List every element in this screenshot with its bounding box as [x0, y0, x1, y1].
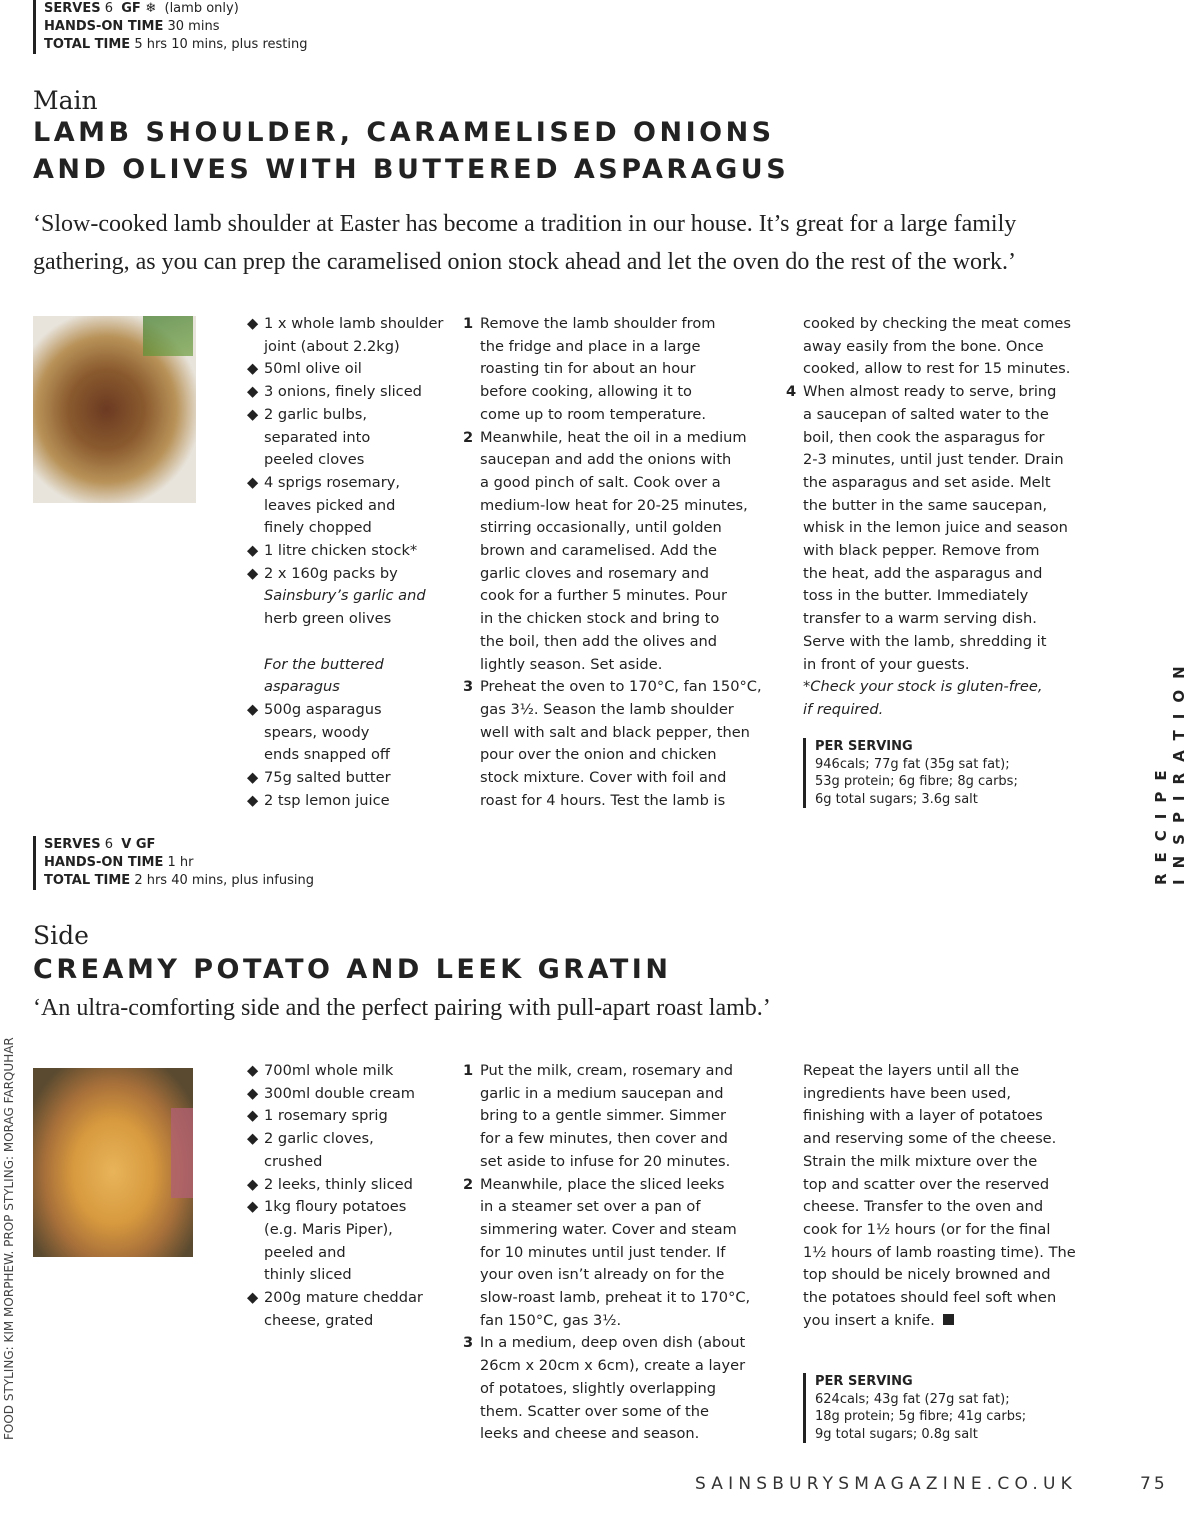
text-line: [803, 1242, 1076, 1265]
text-line: [247, 1105, 423, 1128]
line-text: cooked by checking the meat comes: [803, 315, 1072, 332]
text-line: [247, 358, 443, 381]
line-text: peeled cloves: [264, 451, 365, 469]
line-text: 1kg floury potatoes: [264, 1198, 407, 1216]
text-line: [803, 585, 1071, 608]
text-line: [264, 427, 443, 450]
text-line: [480, 1219, 750, 1242]
intro-line: gathering, as you can prep the caramelised onion stock ahead and let the oven do the rest of the work.’: [33, 249, 1016, 275]
line-text: ends snapped off: [264, 746, 390, 764]
line-text: medium-low heat for 20-25 minutes,: [480, 496, 748, 514]
text-line: [247, 1287, 423, 1310]
line-text: 1½ hours of lamb roasting time). The: [803, 1243, 1076, 1261]
line-text: crushed: [264, 1152, 323, 1170]
line-text: saucepan and add the onions with: [480, 451, 732, 469]
text-line: [480, 1151, 750, 1174]
text-line: [803, 1310, 1076, 1333]
text-line: [803, 1083, 1076, 1106]
line-text: the asparagus and set aside. Melt: [803, 473, 1051, 491]
text-line: [480, 404, 762, 427]
text-line: [480, 472, 762, 495]
text-line: [264, 608, 443, 631]
bullet-icon: ◆: [247, 1107, 259, 1125]
total-time-value: 5 hrs 10 mins, plus resting: [134, 37, 308, 52]
text-line: [803, 1128, 1076, 1151]
step-number: 3: [463, 678, 474, 696]
text-line: [264, 722, 443, 745]
text-line: [480, 767, 762, 790]
text-line: [480, 381, 762, 404]
line-text: in the chicken stock and bring to: [480, 610, 720, 628]
text-line: [803, 1219, 1076, 1242]
nutrition-heading: PER SERVING: [815, 1374, 913, 1389]
line-text: cheese. Transfer to the oven and: [803, 1198, 1044, 1216]
line-text: fan 150°C, gas 3½.: [480, 1311, 622, 1329]
text-line: [803, 495, 1071, 518]
gratin-photo: [33, 1068, 193, 1257]
line-text: ingredients have been used,: [803, 1084, 1012, 1102]
line-text: finely chopped: [264, 519, 372, 537]
text-line: [463, 1174, 750, 1197]
line-text: gas 3½. Season the lamb shoulder: [480, 700, 734, 718]
text-line: [480, 1287, 750, 1310]
line-text: 2 tsp lemon juice: [264, 791, 390, 809]
text-line: [480, 1196, 750, 1219]
text-line: [480, 790, 762, 813]
text-line: [247, 767, 443, 790]
line-text: the heat, add the asparagus and: [803, 564, 1043, 582]
text-line: [247, 790, 443, 813]
line-text: stock mixture. Cover with foil and: [480, 769, 727, 787]
text-line: [803, 540, 1071, 563]
text-line: [480, 336, 762, 359]
line-text: In a medium, deep oven dish (about: [480, 1334, 746, 1352]
line-text: in a steamer set over a pan of: [480, 1198, 701, 1216]
main-kicker: Main: [33, 86, 98, 115]
step-number: 1: [463, 315, 474, 332]
line-text: 200g mature cheddar: [264, 1289, 423, 1307]
bullet-icon: ◆: [247, 1130, 259, 1148]
text-line: [480, 699, 762, 722]
main-method-col1: [463, 313, 762, 812]
line-text: you insert a knife.: [803, 1311, 935, 1329]
text-line: [463, 1332, 750, 1355]
main-intro: [33, 205, 1143, 281]
text-line: [264, 1151, 423, 1174]
serves-value: 6: [104, 837, 113, 852]
text-line: [264, 744, 443, 767]
bullet-icon: ◆: [247, 360, 259, 378]
line-text: transfer to a warm serving dish.: [803, 610, 1037, 628]
text-line: [264, 676, 443, 699]
text-line: [803, 404, 1071, 427]
text-line: [463, 676, 762, 699]
line-text: 75g salted butter: [264, 769, 391, 787]
text-line: [463, 313, 762, 336]
text-line: [264, 585, 443, 608]
line-text: 26cm x 20cm x 6cm), create a layer: [480, 1357, 746, 1375]
main-recipe-meta: [33, 0, 307, 54]
line-text: Put the milk, cream, rosemary and: [480, 1062, 733, 1079]
serves-label: SERVES: [44, 837, 101, 852]
line-text: Meanwhile, place the sliced leeks: [480, 1175, 725, 1193]
line-text: *Check your stock is gluten-free,: [803, 678, 1043, 696]
line-text: and reserving some of the cheese.: [803, 1130, 1057, 1148]
photo-credits: FOOD STYLING: KIM MORPHEW. PROP STYLING: MORAG FARQUHAR: [2, 1037, 16, 1440]
hands-on-label: HANDS-ON TIME: [44, 855, 164, 870]
step-number: 3: [463, 1334, 474, 1352]
text-line: [247, 404, 443, 427]
line-text: 2 garlic bulbs,: [264, 405, 367, 423]
footer-site[interactable]: SAINSBURYSMAGAZINE.CO.UK: [695, 1474, 1077, 1494]
text-line: [480, 1083, 750, 1106]
side-nutrition: [803, 1373, 1026, 1443]
step-number: 2: [463, 428, 474, 446]
line-text: simmering water. Cover and steam: [480, 1220, 737, 1238]
intro-line: ‘An ultra-comforting side and the perfect pairing with pull-apart roast lamb.’: [33, 995, 771, 1021]
line-text: separated into: [264, 428, 371, 446]
serves-value: 6: [104, 1, 113, 16]
line-text: Meanwhile, heat the oil in a medium: [480, 428, 747, 446]
end-mark-icon: [943, 1314, 954, 1325]
line-text: roasting tin for about an hour: [480, 360, 696, 378]
text-line: [264, 1219, 423, 1242]
bullet-icon: ◆: [247, 542, 259, 560]
total-time-label: TOTAL TIME: [44, 37, 131, 52]
line-text: 50ml olive oil: [264, 360, 362, 378]
line-text: 2 garlic cloves,: [264, 1130, 374, 1148]
line-text: cooked, allow to rest for 15 minutes.: [803, 360, 1071, 378]
text-line: [247, 1196, 423, 1219]
line-text: leeks and cheese and season.: [480, 1425, 700, 1443]
text-line: [803, 699, 1071, 722]
nutrition-line: 18g protein; 5g fibre; 41g carbs;: [815, 1409, 1027, 1424]
line-text: bring to a gentle simmer. Simmer: [480, 1107, 726, 1125]
section-label: RECIPE INSPIRATION: [1152, 655, 1188, 885]
line-text: cook for 1½ hours (or for the final: [803, 1220, 1051, 1238]
line-text: 2 leeks, thinly sliced: [264, 1175, 413, 1193]
nutrition-line: 6g total sugars; 3.6g salt: [815, 791, 978, 807]
line-text: joint (about 2.2kg): [264, 337, 400, 355]
bullet-icon: ◆: [247, 1198, 259, 1216]
text-line: [247, 699, 443, 722]
line-text: the butter in the same saucepan,: [803, 496, 1047, 514]
side-method-col1: [463, 1060, 751, 1446]
line-text: Remove the lamb shoulder from: [480, 315, 716, 332]
line-text: (e.g. Maris Piper),: [264, 1220, 393, 1238]
side-intro: [33, 989, 1143, 1027]
text-line: [480, 1264, 750, 1287]
text-line: [803, 472, 1071, 495]
line-text: cook for a further 5 minutes. Pour: [480, 587, 727, 605]
side-recipe-meta: [33, 836, 314, 890]
text-line: [247, 563, 443, 586]
text-line: [803, 676, 1071, 699]
side-title: [33, 951, 671, 988]
text-line: [803, 336, 1071, 359]
lamb-photo: [33, 316, 196, 503]
bullet-icon: ◆: [247, 700, 259, 718]
line-text: 300ml double cream: [264, 1084, 415, 1102]
line-text: garlic in a medium saucepan and: [480, 1084, 724, 1102]
text-line: [803, 1105, 1076, 1128]
line-text: top and scatter over the reserved: [803, 1175, 1050, 1193]
text-line: [480, 495, 762, 518]
line-text: set aside to infuse for 20 minutes.: [480, 1152, 731, 1170]
intro-line: ‘Slow-cooked lamb shoulder at Easter has become a tradition in our house. It’s great for a large family: [33, 211, 1017, 237]
diet-note: (lamb only): [164, 1, 239, 16]
text-line: [480, 585, 762, 608]
side-kicker: Side: [33, 921, 89, 950]
bullet-icon: ◆: [247, 1175, 259, 1193]
text-line: [803, 563, 1071, 586]
line-text: slow-roast lamb, preheat it to 170°C,: [480, 1289, 751, 1307]
text-line: [803, 1264, 1076, 1287]
nutrition-line: 53g protein; 6g fibre; 8g carbs;: [815, 774, 1018, 789]
line-text: your oven isn’t already on for the: [480, 1266, 725, 1284]
side-ingredients: [247, 1060, 423, 1332]
text-line: [803, 427, 1071, 450]
line-text: spears, woody: [264, 723, 370, 741]
line-text: for 10 minutes until just tender. If: [480, 1243, 726, 1261]
nutrition-line: 946cals; 77g fat (35g sat fat);: [815, 756, 1010, 772]
text-line: [264, 631, 443, 654]
text-line: [803, 631, 1071, 654]
line-text: if required.: [803, 700, 884, 718]
text-line: [480, 744, 762, 767]
line-text: 4 sprigs rosemary,: [264, 473, 400, 491]
main-title: [33, 114, 789, 188]
text-line: [480, 608, 762, 631]
hands-on-value: 1 hr: [167, 855, 194, 870]
line-text: pour over the onion and chicken: [480, 746, 717, 764]
bullet-icon: ◆: [247, 1289, 259, 1307]
line-text: Serve with the lamb, shredding it: [803, 632, 1047, 650]
text-line: [264, 495, 443, 518]
line-text: whisk in the lemon juice and season: [803, 519, 1068, 537]
line-text: for a few minutes, then cover and: [480, 1130, 728, 1148]
line-text: before cooking, allowing it to: [480, 383, 692, 401]
line-text: Preheat the oven to 170°C, fan 150°C,: [480, 678, 762, 696]
text-line: [480, 563, 762, 586]
line-text: Repeat the layers until all the: [803, 1062, 1020, 1079]
line-text: 3 onions, finely sliced: [264, 383, 422, 401]
line-text: 1 litre chicken stock*: [264, 542, 418, 560]
line-text: a good pinch of salt. Cook over a: [480, 473, 721, 491]
text-line: [480, 654, 762, 677]
line-text: stirring occasionally, until golden: [480, 519, 722, 537]
total-time-value: 2 hrs 40 mins, plus infusing: [134, 873, 314, 888]
bullet-icon: ◆: [247, 383, 259, 401]
line-text: asparagus: [264, 678, 340, 696]
title-line: CREAMY POTATO AND LEEK GRATIN: [33, 954, 672, 985]
text-line: [264, 1242, 423, 1265]
text-line: [247, 1083, 423, 1106]
text-line: [803, 1287, 1076, 1310]
text-line: [264, 336, 443, 359]
text-line: [480, 1105, 750, 1128]
text-line: [463, 427, 762, 450]
line-text: 2-3 minutes, until just tender. Drain: [803, 451, 1064, 469]
text-line: [480, 631, 762, 654]
text-line: [247, 381, 443, 404]
text-line: [247, 540, 443, 563]
line-text: brown and caramelised. Add the: [480, 542, 717, 560]
text-line: [803, 517, 1071, 540]
text-line: [803, 358, 1071, 381]
text-line: [803, 449, 1071, 472]
text-line: [480, 358, 762, 381]
step-number: 4: [786, 383, 797, 401]
nutrition-line: 624cals; 43g fat (27g sat fat);: [815, 1391, 1010, 1407]
bullet-icon: ◆: [247, 1084, 259, 1102]
line-text: come up to room temperature.: [480, 405, 706, 423]
text-line: [803, 313, 1071, 336]
line-text: Strain the milk mixture over the: [803, 1152, 1038, 1170]
nutrition-heading: PER SERVING: [815, 739, 913, 754]
text-line: [480, 1401, 750, 1424]
text-line: [463, 1060, 750, 1083]
bullet-icon: ◆: [247, 315, 259, 332]
line-text: cheese, grated: [264, 1311, 374, 1329]
main-method-col2: [786, 313, 1072, 722]
text-line: [480, 1355, 750, 1378]
bullet-icon: ◆: [247, 769, 259, 787]
text-line: [247, 1174, 423, 1197]
diet-badge: V GF: [121, 837, 156, 852]
text-line: [480, 1378, 750, 1401]
nutrition-line: 9g total sugars; 0.8g salt: [815, 1426, 978, 1442]
line-text: away easily from the bone. Once: [803, 337, 1044, 355]
line-text: 1 x whole lamb shoulder: [264, 315, 444, 332]
text-line: [480, 1423, 750, 1446]
hands-on-label: HANDS-ON TIME: [44, 19, 164, 34]
text-line: [264, 449, 443, 472]
text-line: [247, 313, 444, 336]
hands-on-value: 30 mins: [167, 19, 220, 34]
text-line: [264, 1264, 423, 1287]
text-line: [247, 1060, 423, 1083]
text-line: [480, 722, 762, 745]
text-line: [803, 1151, 1076, 1174]
title-line: AND OLIVES WITH BUTTERED ASPARAGUS: [33, 154, 790, 185]
line-text: them. Scatter over some of the: [480, 1402, 709, 1420]
text-line: [786, 381, 1071, 404]
line-text: well with salt and black pepper, then: [480, 723, 750, 741]
line-text: boil, then cook the asparagus for: [803, 428, 1045, 446]
line-text: 1 rosemary sprig: [264, 1107, 388, 1125]
line-text: with black pepper. Remove from: [803, 542, 1040, 560]
title-line: LAMB SHOULDER, CARAMELISED ONIONS: [33, 117, 775, 148]
main-nutrition: [803, 738, 1018, 808]
step-number: 1: [463, 1062, 474, 1079]
line-text: peeled and: [264, 1243, 346, 1261]
text-line: [803, 654, 1071, 677]
line-text: roast for 4 hours. Test the lamb is: [480, 791, 726, 809]
line-text: 500g asparagus: [264, 700, 382, 718]
main-ingredients: [247, 313, 444, 812]
line-text: finishing with a layer of potatoes: [803, 1107, 1043, 1125]
bullet-icon: ◆: [247, 564, 259, 582]
bullet-icon: ◆: [247, 791, 259, 809]
text-line: [803, 1174, 1076, 1197]
line-text: lightly season. Set aside.: [480, 655, 663, 673]
serves-label: SERVES: [44, 1, 101, 16]
page-number: 75: [1140, 1474, 1168, 1494]
step-number: 2: [463, 1175, 474, 1193]
line-text: thinly sliced: [264, 1266, 352, 1284]
line-text: a saucepan of salted water to the: [803, 405, 1049, 423]
line-text: the boil, then add the olives and: [480, 632, 718, 650]
text-line: [803, 608, 1071, 631]
line-text: garlic cloves and rosemary and: [480, 564, 710, 582]
line-text: the potatoes should feel soft when: [803, 1289, 1057, 1307]
line-text: 2 x 160g packs by: [264, 564, 398, 582]
text-line: [480, 1128, 750, 1151]
text-line: [480, 540, 762, 563]
line-text: Sainsbury’s garlic and: [264, 587, 426, 605]
text-line: [264, 1310, 423, 1333]
text-line: [247, 472, 443, 495]
line-text: leaves picked and: [264, 496, 396, 514]
text-line: [480, 1242, 750, 1265]
line-text: herb green olives: [264, 610, 392, 628]
line-text: the fridge and place in a large: [480, 337, 701, 355]
bullet-icon: ◆: [247, 473, 259, 491]
total-time-label: TOTAL TIME: [44, 873, 131, 888]
text-line: [803, 1060, 1076, 1083]
text-line: [480, 449, 762, 472]
diet-badge: GF ❄: [121, 1, 157, 16]
text-line: [803, 1196, 1076, 1219]
line-text: 700ml whole milk: [264, 1062, 394, 1079]
line-text: For the buttered: [264, 655, 384, 673]
line-text: When almost ready to serve, bring: [803, 383, 1057, 401]
text-line: [480, 1310, 750, 1333]
side-method-col2: [803, 1060, 1076, 1332]
text-line: [480, 517, 762, 540]
bullet-icon: ◆: [247, 1062, 259, 1079]
line-text: in front of your guests.: [803, 655, 970, 673]
text-line: [264, 654, 443, 677]
line-text: top should be nicely browned and: [803, 1266, 1051, 1284]
text-line: [264, 517, 443, 540]
text-line: [247, 1128, 423, 1151]
line-text: toss in the butter. Immediately: [803, 587, 1029, 605]
bullet-icon: ◆: [247, 405, 259, 423]
line-text: of potatoes, slightly overlapping: [480, 1379, 716, 1397]
